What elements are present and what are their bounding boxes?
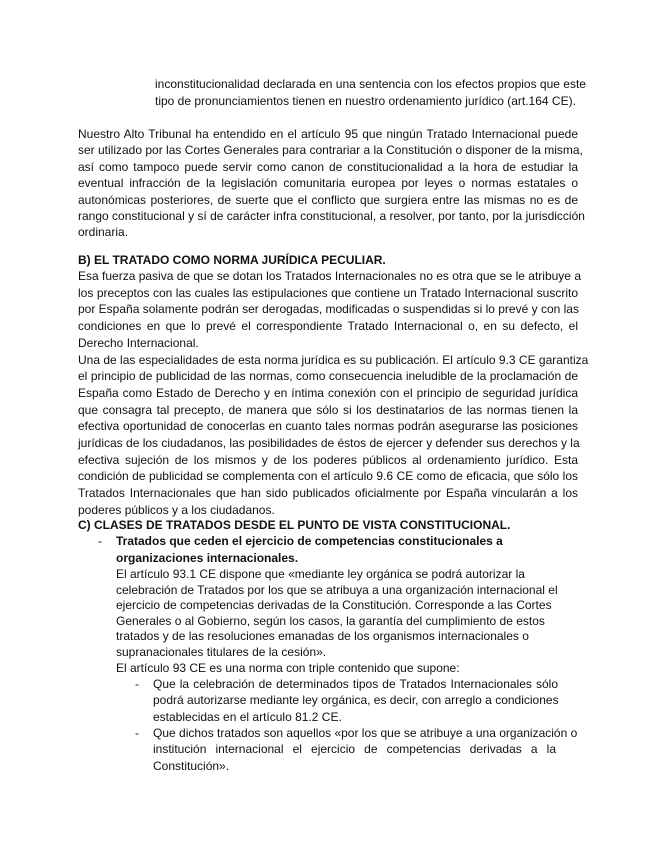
- item-title-line: organizaciones internacionales.: [116, 550, 299, 565]
- paragraph-line: eventual infracción de la legislación comunitaria europea por leyes o normas estatales o: [78, 176, 578, 191]
- sub-bullet-dash: -: [135, 677, 139, 691]
- paragraph-line: el principio de publicidad de las normas, como consecuencia ineludible de la proclamación de: [78, 369, 578, 384]
- paragraph-line: efectiva sujeción de los mismos y de los poderes públicos al ordenamiento jurídico. Esta: [78, 452, 578, 467]
- sub-item-line: podrá autorizarse mediante ley orgánica, es decir, con arreglo a condiciones: [153, 693, 559, 708]
- paragraph-line: Una de las especialidades de esta norma jurídica es su publicación. El artículo 9.3 CE garantiza: [78, 352, 589, 367]
- section-c-heading: C) CLASES DE TRATADOS DESDE EL PUNTO DE VISTA CONSTITUCIONAL.: [78, 518, 511, 532]
- paragraph-line: los preceptos con las cuales las estipulaciones que contiene un Tratado Internacional suscrito: [78, 285, 578, 300]
- sub-bullet-dash: -: [135, 725, 139, 740]
- intro-line: inconstitucionalidad declarada en una sentencia con los efectos propios que este: [155, 77, 586, 91]
- paragraph-line: rango constitucional y sí de carácter infra constitucional, a resolver, por tanto, por la jurisdicción: [78, 209, 585, 223]
- paragraph-line: El artículo 93.1 CE dispone que «mediante ley orgánica se podrá autorizar la: [116, 567, 525, 581]
- paragraph-line: ordinaria.: [78, 225, 129, 240]
- paragraph-line: supranacionales titulares de la cesión».: [116, 645, 327, 659]
- paragraph-line: tratados y de las resoluciones emanadas de los organismos internacionales o: [116, 629, 529, 644]
- paragraph-line: El artículo 93 CE es una norma con triple contenido que supone:: [116, 660, 460, 675]
- paragraph-line: por España solamente podrán ser derogadas, modificadas o suspendidas si lo prevé y con las: [78, 302, 579, 317]
- paragraph-line: Derecho Internacional.: [78, 335, 199, 350]
- sub-item-line: establecidas en el artículo 81.2 CE.: [153, 709, 342, 724]
- paragraph-line: España como Estado de Derecho y en íntima conexión con el principio de seguridad jurídica: [78, 385, 578, 400]
- sub-item-line: Constitución».: [153, 758, 230, 773]
- sub-item-line: institución internacional el ejercicio de competencias derivadas a la: [153, 742, 556, 757]
- item-title-line: Tratados que ceden el ejercicio de competencias constitucionales a: [116, 534, 503, 548]
- paragraph-line: efectiva oportunidad de conocerlas en cuanto tales normas podrán asegurarse las posiciones: [78, 419, 578, 434]
- sub-item-line: Que la celebración de determinados tipos de Tratados Internacionales sólo: [153, 677, 558, 691]
- paragraph-line: celebración de Tratados por los que se atribuya a una organización internacional el: [116, 582, 558, 597]
- paragraph-line: así como tampoco puede servir como canon de constitucionalidad a la hora de estudiar la: [78, 159, 578, 174]
- paragraph-line: que consagra tal precepto, de manera que sólo si los destinatarios de las normas tienen la: [78, 402, 578, 417]
- paragraph-line: ser utilizado por las Cortes Generales para contrariar a la Constitución o disponer de la misma,: [78, 143, 583, 158]
- paragraph-line: ejercicio de competencias derivadas de la Constitución. Corresponde a las Cortes: [116, 598, 552, 613]
- paragraph-line: Generales o al Gobierno, según los casos, la garantía del cumplimiento de estos: [116, 613, 545, 628]
- paragraph-line: condiciones en que lo prevé el correspondiente Tratado Internacional o, en su defecto, el: [78, 319, 578, 334]
- paragraph-line: autonómicas posteriores, de suerte que el conflicto que surgiera entre las mismas no es de: [78, 192, 578, 207]
- section-b-heading: B) EL TRATADO COMO NORMA JURÍDICA PECULIAR.: [78, 253, 386, 267]
- paragraph-line: Nuestro Alto Tribunal ha entendido en el artículo 95 que ningún Tratado Internacional puede: [78, 127, 578, 141]
- paragraph-line: condición de publicidad se complementa con el artículo 9.6 CE como de eficacia, que sólo los: [78, 469, 578, 484]
- intro-line: tipo de pronunciamientos tienen en nuestro ordenamiento jurídico (art.164 CE).: [155, 94, 576, 108]
- paragraph-line: jurídicas de los ciudadanos, las posibilidades de éstos de ejercer y defender sus derechos y la: [78, 436, 580, 450]
- paragraph-line: poderes públicos y a los ciudadanos.: [78, 502, 275, 517]
- paragraph-line: Tratados Internacionales que han sido publicados oficialmente por España vincularán a los: [78, 486, 578, 501]
- paragraph-line: Esa fuerza pasiva de que se dotan los Tratados Internacionales no es otra que se le atribuye a: [78, 269, 581, 283]
- bullet-dash: -: [98, 534, 102, 548]
- sub-item-line: Que dichos tratados son aquellos «por los que se atribuye a una organización o: [153, 725, 578, 740]
